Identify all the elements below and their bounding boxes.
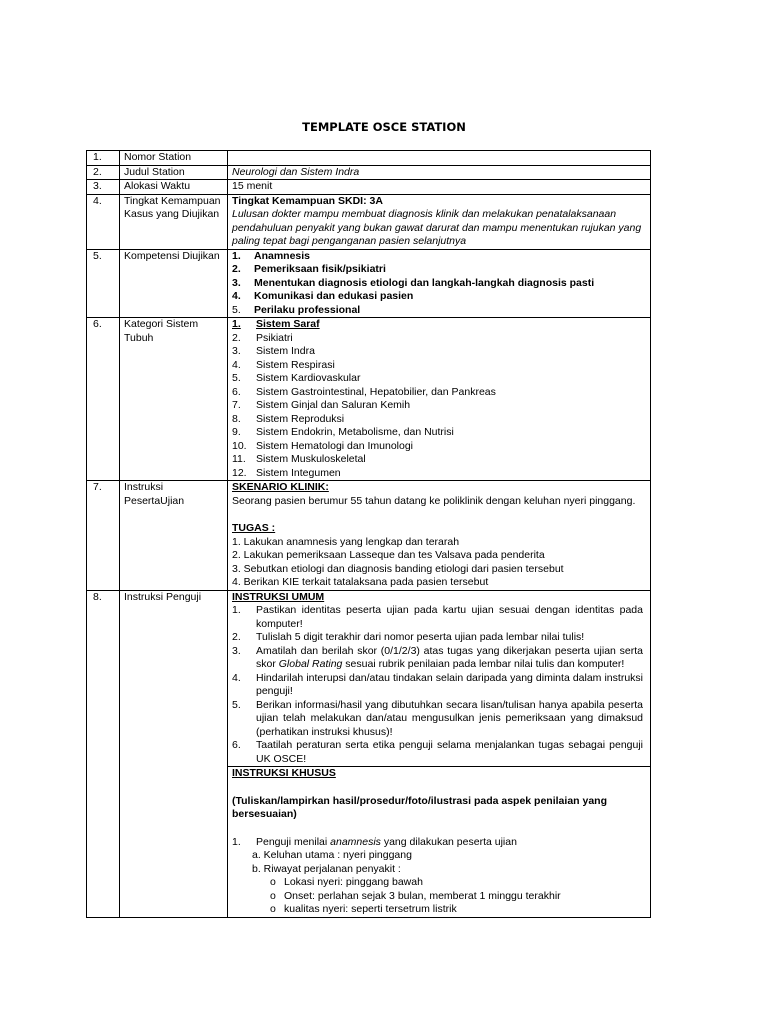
document-title: TEMPLATE OSCE STATION [302,120,466,134]
row-number: 7. [87,481,120,591]
general-instruction-cell [228,590,651,767]
special-instruction-cell [228,767,651,918]
tasks-heading: TUGAS : [232,522,276,534]
list-item: 11. Sistem Muskuloskeletal [232,453,366,465]
row-value [228,151,651,166]
row-number: 5. [87,249,120,318]
time-allocation-value: 15 menit [228,180,651,195]
special-instruction-heading: INSTRUKSI KHUSUS [232,767,336,779]
list-item: o kualitas nyeri: seperti tersetrum listrik [270,903,457,915]
list-item: 1. Sistem Saraf [232,318,320,330]
list-item: 3. Sebutkan etiologi dan diagnosis banding etiologi dari pasien tersebut [232,562,564,575]
competency-list-cell [228,249,651,318]
table-row [87,180,651,195]
row-number: 3. [87,180,120,195]
competency-list [232,250,643,318]
row-label: Judul Station [120,165,228,180]
list-item: 1. Penguji menilai anamnesis yang dilakukan peserta ujian [232,835,517,848]
osce-station-table [86,150,651,918]
list-item: 2. Lakukan pemeriksaan Lasseque dan tes Valsava pada penderita [232,549,545,561]
body-system-list [232,318,643,480]
circle-bullet-icon: o [270,876,276,888]
list-item: 3. Sistem Indra [232,345,315,357]
list-item: 3. Amatilah dan berilah skor (0/1/2/3) atas tugas yang dikerjakan peserta ujian serta skor Global Rating sesuai rubrik penilaian pada lembar nilai tulis dan komputer! [232,644,643,670]
table-row [87,590,651,767]
row-label: Tingkat Kemampuan Kasus yang Diujikan [120,194,228,249]
list-item: 1. Pastikan identitas peserta ujian pada kartu ujian sesuai dengan identitas pada komputer! [232,604,643,630]
list-item: 6. Taatilah peraturan serta etika penguji selama menjalankan tugas sebagai penguji UK OSCE! [232,739,643,765]
special-instruction-note: (Tuliskan/lampirkan hasil/prosedur/foto/ilustrasi pada aspek penilaian yang bersesuaian) [232,794,607,820]
skdi-description: Lulusan dokter mampu membuat diagnosis klinik dan melakukan penatalaksanaan pendahuluan penyakit yang bukan gawat darurat dan mampu menentukan rujukan yang paling tepat bagi penganganan pasien selanjutnya [232,208,642,247]
general-instruction-list [232,604,643,766]
circle-bullet-icon: o [270,903,276,915]
list-item: 8. Sistem Reproduksi [232,412,345,425]
competency-level-cell [228,194,651,249]
list-item: 9. Sistem Endokrin, Metabolisme, dan Nutrisi [232,426,454,438]
list-item: 6. Sistem Gastrointestinal, Hepatobilier, dan Pankreas [232,385,496,398]
list-item: 4. Berikan KIE terkait tatalaksana pada pasien tersebut [232,576,489,588]
skdi-heading: Tingkat Kemampuan SKDI: 3A [232,194,383,207]
list-item: 12. Sistem Integumen [232,466,341,479]
list-item: o Lokasi nyeri: pinggang bawah [270,876,423,888]
general-instruction-heading: INSTRUKSI UMUM [232,590,325,603]
table-row [87,151,651,166]
station-title-value: Neurologi dan Sistem Indra [228,165,651,180]
list-item: 5. Perilaku professional [232,303,361,316]
table-row [87,318,651,481]
row-number: 8. [87,590,120,917]
participant-instruction-cell [228,481,651,591]
row-label: Kategori Sistem Tubuh [120,318,228,481]
circle-bullet-icon: o [270,889,276,902]
row-label: Nomor Station [120,151,228,166]
table-row [87,481,651,591]
table-row [87,249,651,318]
body-system-cell [228,318,651,481]
table-row [87,165,651,180]
row-label: Instruksi Penguji [120,590,228,917]
row-label: Instruksi PesertaUjian [120,481,228,591]
list-item: 4. Sistem Respirasi [232,358,335,371]
list-item: a. Keluhan utama : nyeri pinggang [252,849,412,861]
table-row [87,194,651,249]
scenario-heading: SKENARIO KLINIK: [232,481,329,493]
list-item: 5. Sistem Kardiovaskular [232,372,361,384]
row-label: Alokasi Waktu [120,180,228,195]
list-item: 7. Sistem Ginjal dan Saluran Kemih [232,399,411,411]
list-item: b. Riwayat perjalanan penyakit : [252,862,401,875]
list-item: 10. Sistem Hematologi dan Imunologi [232,439,413,452]
list-item: o Onset: perlahan sejak 3 bulan, memberat 1 minggu terakhir [270,889,561,902]
row-number: 6. [87,318,120,481]
list-item: 1. Anamnesis [232,249,311,262]
list-item: 3. Menentukan diagnosis etiologi dan langkah-langkah diagnosis pasti [232,276,595,289]
row-number: 1. [87,151,120,166]
row-number: 4. [87,194,120,249]
list-item: 4. Komunikasi dan edukasi pasien [232,290,414,302]
list-item: 2. Tulislah 5 digit terakhir dari nomor peserta ujian pada lembar nilai tulis! [232,631,585,643]
row-number: 2. [87,165,120,180]
row-label: Kompetensi Diujikan [120,249,228,318]
list-item: 2. Psikiatri [232,331,293,344]
list-item: 5. Berikan informasi/hasil yang dibutuhkan secara lisan/tulisan hanya apabila peserta ujian telah melakukan dan/atau mengusulkan jenis pemeriksaan yang dimaksud (perhatikan instruksi khusus)! [232,698,643,738]
scenario-text: Seorang pasien berumur 55 tahun datang ke poliklinik dengan keluhan nyeri pinggang. [232,494,636,507]
list-item: 2. Pemeriksaan fisik/psikiatri [232,263,386,275]
list-item: 4. Hindarilah interupsi dan/atau tindakan selain daripada yang diminta dalam instruksi penguji! [232,671,643,697]
list-item: 1. Lakukan anamnesis yang lengkap dan terarah [232,535,460,548]
